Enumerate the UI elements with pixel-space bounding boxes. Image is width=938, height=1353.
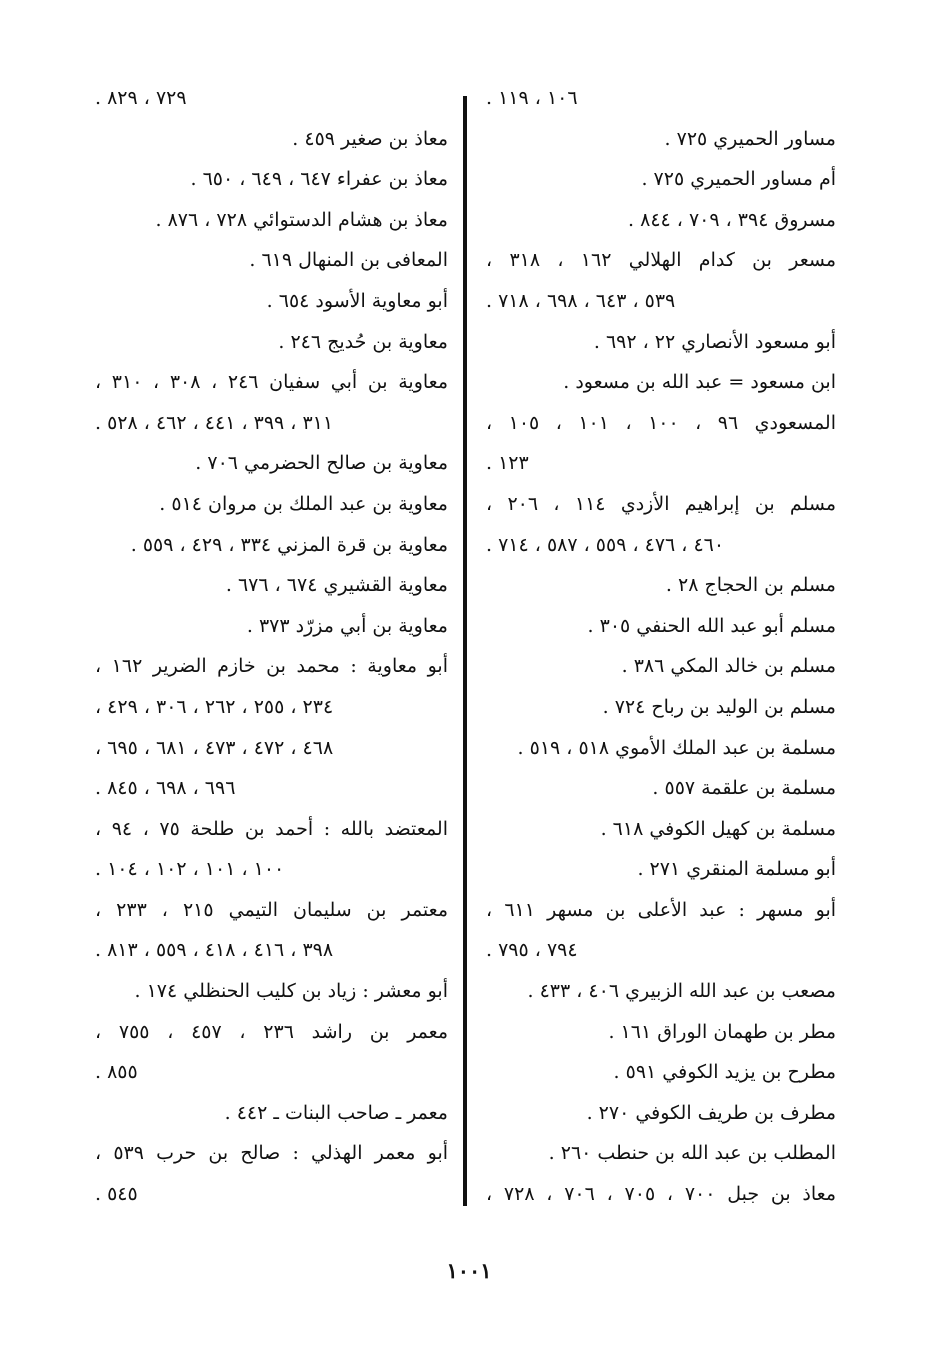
index-line: المسعودي ٩٦ ، ١٠٠ ، ١٠١ ، ١٠٥ ، — [486, 411, 836, 434]
index-line: مطرح بن يزيد الكوفي ٥٩١ . — [613, 1061, 836, 1084]
index-line: مسلم بن إبراهيم الأزدي ١١٤ ، ٢٠٦ ، — [486, 492, 836, 515]
index-line: مسلم بن خالد المكي ٣٨٦ . — [621, 655, 836, 678]
index-line: أبو مسهر : عبد الأعلى بن مسهر ٦١١ ، — [486, 898, 836, 921]
index-line: أبو معاوية الأسود ٦٥٤ . — [266, 289, 448, 312]
index-line: ١٢٣ . — [486, 452, 529, 475]
index-line: ٣٩٨ ، ٤١٦ ، ٤١٨ ، ٥٥٩ ، ٨١٣ . — [95, 939, 334, 962]
index-line: أبو معمر الهذلي : صالح بن حرب ٥٣٩ ، — [95, 1142, 448, 1165]
index-line: مسلم أبو عبد الله الحنفي ٣٠٥ . — [587, 614, 836, 637]
index-line: مسلم بن الحجاج ٢٨ . — [665, 574, 836, 597]
index-line: ١٠٦ ، ١١٩ . — [486, 87, 578, 109]
index-line: المعافى بن المنهال ٦١٩ . — [249, 249, 448, 272]
index-line: ٨٥٥ . — [95, 1061, 138, 1084]
index-line: ١٠٠ ، ١٠١ ، ١٠٢ ، ١٠٤ . — [95, 858, 285, 881]
index-line: ٣١١ ، ٣٩٩ ، ٤٤١ ، ٤٦٢ ، ٥٢٨ . — [95, 411, 334, 434]
index-line: معاذ بن عفراء ٦٤٧ ، ٦٤٩ ، ٦٥٠ . — [190, 168, 448, 191]
index-line: معاذ بن هشام الدستوائي ٧٢٨ ، ٨٧٦ . — [155, 208, 448, 231]
index-line: مطر بن طهمان الوراق ١٦١ . — [608, 1020, 836, 1043]
index-line: ٥٤٥ . — [95, 1183, 138, 1206]
index-line: المعتضد بالله : أحمد بن طلحة ٧٥ ، ٩٤ ، — [95, 817, 448, 840]
index-line: ابن مسعود = عبد الله بن مسعود . — [563, 371, 836, 394]
index-line: مسروق ٣٩٤ ، ٧٠٩ ، ٨٤٤ . — [628, 208, 836, 231]
index-line: مساور الحميري ٧٢٥ . — [664, 127, 836, 150]
index-line: معاذ بن صغير ٤٥٩ . — [292, 127, 448, 150]
index-line: ٦٩٦ ، ٦٩٨ ، ٨٤٥ . — [95, 777, 236, 800]
index-line: معاوية بن صالح الحضرمي ٧٠٦ . — [195, 452, 448, 475]
index-line: مصعب بن عبد الله الزبيري ٤٠٦ ، ٤٣٣ . — [527, 980, 836, 1003]
index-line: أبو معشر : زياد بن كليب الحنظلي ١٧٤ . — [134, 980, 448, 1003]
right-column — [486, 78, 836, 1215]
index-line: أبو مسلمة المنقري ٢٧١ . — [637, 858, 836, 881]
index-line: معاوية القشيري ٦٧٤ ، ٦٧٦ . — [225, 574, 448, 597]
index-line: ٤٦٨ ، ٤٧٢ ، ٤٧٣ ، ٦٨١ ، ٦٩٥ ، — [95, 736, 334, 759]
index-line: أم مساور الحميري ٧٢٥ . — [641, 168, 836, 191]
index-line: مسلمة بن عبد الملك الأموي ٥١٨ ، ٥١٩ . — [517, 736, 836, 759]
index-line: ٧٢٩ ، ٨٢٩ . — [95, 87, 187, 109]
left-column — [95, 78, 448, 1215]
index-line: مسلم بن الوليد بن رباح ٧٢٤ . — [602, 695, 836, 718]
column-divider — [463, 96, 467, 1206]
index-line: ٢٣٤ ، ٢٥٥ ، ٢٦٢ ، ٣٠٦ ، ٤٢٩ ، — [95, 695, 334, 718]
index-line: ٤٦٠ ، ٤٧٦ ، ٥٥٩ ، ٥٨٧ ، ٧١٤ . — [486, 533, 725, 556]
index-line: ٧٩٤ ، ٧٩٥ . — [486, 939, 578, 962]
index-line: مسعر بن كدام الهلالي ١٦٢ ، ٣١٨ ، — [486, 249, 836, 272]
index-line: معاوية بن عبد الملك بن مروان ٥١٤ . — [159, 492, 448, 515]
index-line: معاذ بن جبل ٧٠٠ ، ٧٠٥ ، ٧٠٦ ، ٧٢٨ ، — [486, 1183, 836, 1206]
index-line: معاوية بن أبي سفيان ٢٤٦ ، ٣٠٨ ، ٣١٠ ، — [95, 371, 448, 394]
index-line: مسلمة بن علقمة ٥٥٧ . — [652, 777, 836, 800]
index-line: المطلب بن عبد الله بن حنطب ٢٦٠ . — [548, 1142, 836, 1165]
index-line: معمر بن راشد ٢٣٦ ، ٤٥٧ ، ٧٥٥ ، — [95, 1020, 448, 1043]
index-line: معتمر بن سليمان التيمي ٢١٥ ، ٢٣٣ ، — [95, 898, 448, 921]
index-line: معمر ـ صاحب البنات ـ ٤٤٢ . — [224, 1101, 448, 1124]
index-line: مسلمة بن كهيل الكوفي ٦١٨ . — [600, 817, 836, 840]
index-line: معاوية بن قرة المزني ٣٣٤ ، ٤٢٩ ، ٥٥٩ . — [130, 533, 448, 556]
index-line: أبو معاوية : محمد بن خازم الضرير ١٦٢ ، — [95, 655, 448, 678]
index-line: معاوية بن حُديج ٢٤٦ . — [278, 330, 448, 353]
index-line: ٥٣٩ ، ٦٤٣ ، ٦٩٨ ، ٧١٨ . — [486, 289, 676, 312]
index-line: معاوية بن أبي مزرّد ٣٧٣ . — [246, 614, 448, 637]
index-line: أبو مسعود الأنصاري ٢٢ ، ٦٩٢ . — [593, 330, 836, 353]
page-number: ١٠٠١ — [446, 1258, 492, 1283]
index-line: مطرف بن طريف الكوفي ٢٧٠ . — [586, 1101, 836, 1124]
